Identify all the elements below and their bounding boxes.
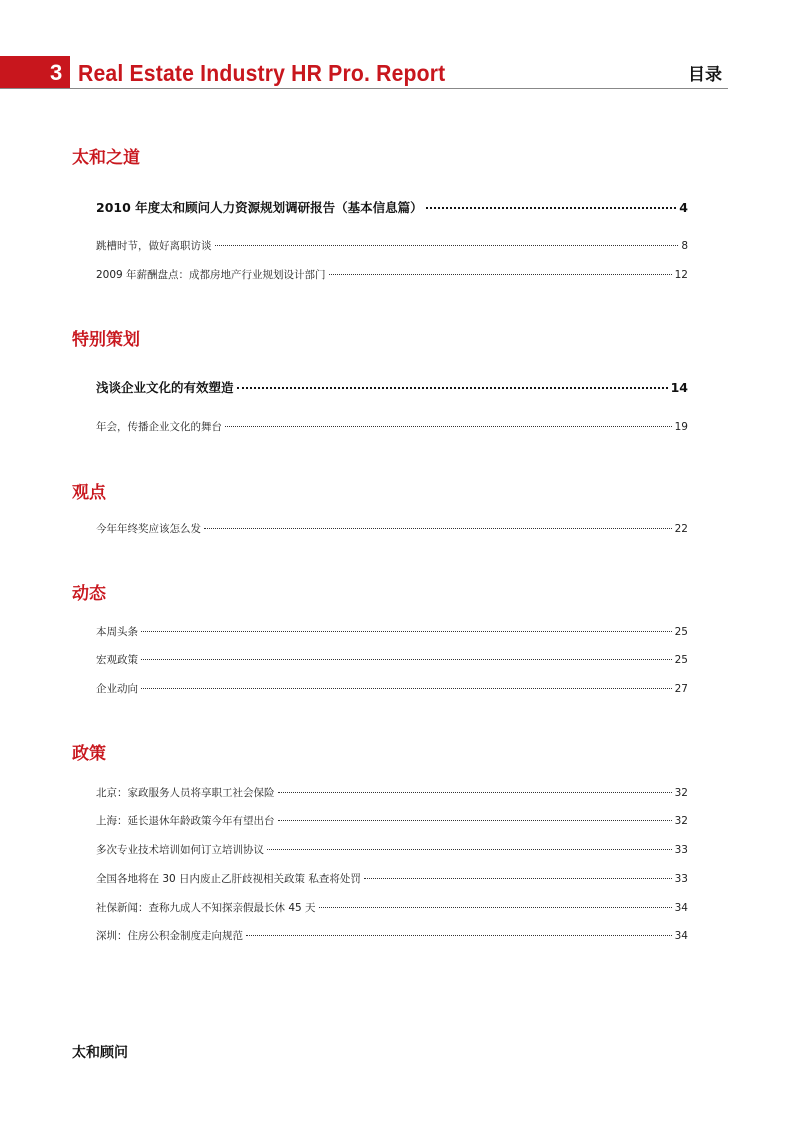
toc-leader-dots	[364, 878, 672, 879]
footer-brand: 太和顾问	[72, 1045, 128, 1061]
toc-entry[interactable]	[96, 624, 688, 640]
toc-leader-dots	[426, 207, 677, 209]
toc-leader-dots	[204, 528, 672, 529]
toc-entry-page: 19	[674, 421, 688, 433]
toc-leader-dots	[141, 631, 672, 632]
toc-entry-label: 2009 年薪酬盘点：成都房地产行业规划设计部门	[96, 269, 326, 281]
toc-leader-dots	[319, 907, 672, 908]
toc-entry-label: 全国各地将在 30 日内废止乙肝歧视相关政策 私查将处罚	[96, 873, 361, 885]
toc-entry-label: 跳槽时节，做好离职访谈	[96, 240, 212, 252]
toc-entry-label: 年会，传播企业文化的舞台	[96, 421, 222, 433]
toc-entry-label: 北京：家政服务人员将享职工社会保险	[96, 787, 275, 799]
header-section-label: 目录	[688, 65, 722, 85]
toc-entry[interactable]	[96, 238, 688, 254]
toc-entry-label: 本周头条	[96, 626, 138, 638]
toc-leader-dots	[267, 849, 672, 850]
section-title-news: 动态	[72, 584, 106, 604]
toc-leader-dots	[225, 426, 672, 427]
toc-entry[interactable]	[96, 681, 688, 697]
page-header	[0, 0, 794, 100]
toc-entry-page: 25	[674, 654, 688, 666]
toc-entry[interactable]	[96, 419, 688, 435]
header-divider	[0, 88, 728, 89]
toc-leader-dots	[141, 688, 672, 689]
toc-leader-dots	[329, 274, 672, 275]
toc-entry-page: 22	[674, 523, 688, 535]
toc-entry-page: 8	[681, 240, 688, 252]
report-title: Real Estate Industry HR Pro. Report	[78, 60, 446, 86]
toc-entry[interactable]	[96, 652, 688, 668]
toc-leader-dots	[278, 792, 672, 793]
toc-entry-label: 浅谈企业文化的有效塑造	[96, 380, 234, 395]
toc-entry[interactable]	[96, 871, 688, 887]
toc-entry-page: 25	[674, 626, 688, 638]
toc-entry-label: 上海：延长退休年龄政策今年有望出台	[96, 815, 275, 827]
toc-entry-label: 宏观政策	[96, 654, 138, 666]
toc-entry-label: 多次专业技术培训如何订立培训协议	[96, 844, 264, 856]
toc-entry[interactable]	[96, 842, 688, 858]
toc-entry-page: 33	[674, 873, 688, 885]
toc-entry-label: 2010 年度太和顾问人力资源规划调研报告（基本信息篇）	[96, 200, 423, 215]
toc-entry[interactable]	[96, 785, 688, 801]
section-title-policy: 政策	[72, 744, 106, 764]
toc-entry-page: 14	[670, 380, 688, 395]
toc-entry-label: 今年年终奖应该怎么发	[96, 523, 201, 535]
toc-entry[interactable]	[96, 928, 688, 944]
section-title-special-feature: 特别策划	[72, 330, 140, 350]
toc-entry[interactable]	[96, 199, 688, 217]
toc-entry-page: 27	[674, 683, 688, 695]
toc-entry-page: 12	[674, 269, 688, 281]
toc-leader-dots	[246, 935, 672, 936]
toc-entry[interactable]	[96, 267, 688, 283]
toc-entry-page: 4	[679, 200, 688, 215]
toc-entry[interactable]	[96, 900, 688, 916]
toc-entry-label: 企业动向	[96, 683, 138, 695]
toc-leader-dots	[278, 820, 672, 821]
toc-leader-dots	[215, 245, 679, 246]
page-number: 3	[50, 60, 63, 85]
toc-entry[interactable]	[96, 379, 688, 397]
toc-entry-page: 34	[674, 902, 688, 914]
section-title-taihe-zhidao: 太和之道	[72, 148, 140, 168]
toc-entry-label: 深圳：住房公积金制度走向规范	[96, 930, 243, 942]
toc-entry[interactable]	[96, 521, 688, 537]
toc-entry-page: 32	[674, 787, 688, 799]
toc-leader-dots	[141, 659, 672, 660]
toc-entry-label: 社保新闻：查称九成人不知探亲假最长休 45 天	[96, 902, 316, 914]
toc-entry-page: 33	[674, 844, 688, 856]
toc-leader-dots	[237, 387, 668, 389]
toc-entry-page: 34	[674, 930, 688, 942]
section-title-viewpoint: 观点	[72, 483, 106, 503]
toc-entry-page: 32	[674, 815, 688, 827]
toc-entry[interactable]	[96, 813, 688, 829]
